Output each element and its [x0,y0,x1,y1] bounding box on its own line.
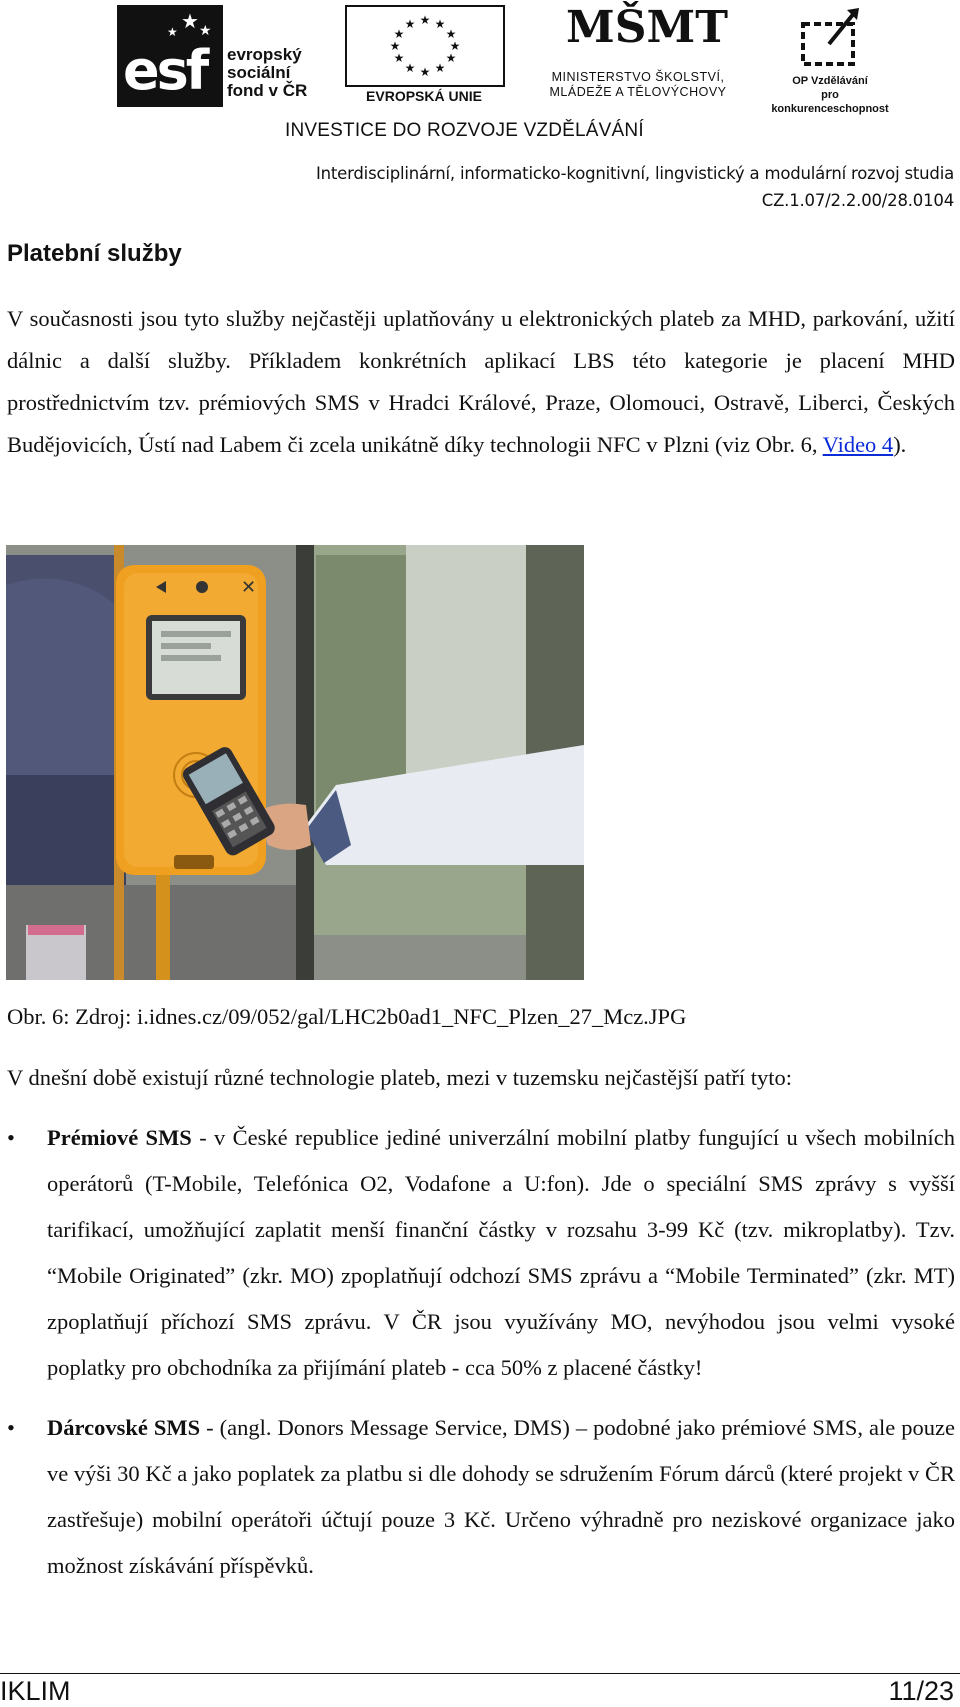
op-logo [765,2,895,115]
svg-text:★: ★ [393,51,405,65]
bullet-text: - v České republice jediné univerzální mobilní platby fungující u všech mobilních operátorů (T-Mobile, Telefónica O2, Vodafone a U:fon). Jde o speciální SMS zprávy s vyšší tarifikací, umožňující zaplatit menší finanční částky v rozsahu 3-99 Kč (tzv. mikroplatby). Tzv. “Mobile Originated” (zkr. MO) zpoplatňují odchozí SMS zprávu a “Mobile Terminated” (zkr. MT) zpoplatňují příchozí SMS zprávu. V ČR jsou využívány MO, nevýhodou jsou velmi vysoké poplatky pro obchodníka za přijímání plateb - cca 50% z placené částky! [47,1125,955,1380]
svg-text:★: ★ [419,65,431,79]
msmt-line: MLÁDEŽE A TĚLOVÝCHOVY [549,85,727,99]
paragraph-technologies: V dnešní době existují různé technologie plateb, mezi v tuzemsku nejčastější patří tyto: [7,1065,793,1090]
svg-text:★: ★ [449,39,461,53]
esf-line: sociální [227,63,291,82]
esf-logo-mark [117,5,223,107]
svg-text:★: ★ [389,39,401,53]
bullet-marker: • [7,1415,15,1440]
project-header [316,160,954,214]
photo-nfc-ticket-machine [6,545,584,980]
section-title: Platební služby [7,240,182,267]
figure-caption: Obr. 6: Zdroj: i.idnes.cz/09/052/gal/LHC2b0ad1_NFC_Plzen_27_Mcz.JPG [7,1004,687,1029]
project-code: CZ.1.07/2.2.00/28.0104 [761,191,954,210]
eu-label: EVROPSKÁ UNIE [366,88,482,104]
esf-logo [115,2,340,112]
paragraph-text: V současnosti jsou tyto služby nejčastěji uplatňovány u elektronických plateb za MHD, parkování, užití dálnic a další služby. Příkladem konkrétních aplikací LBS této kategorie je placení MHD prostřednictvím tzv. prémiových SMS v Hradci Králové, Praze, Olomouci, Ostravě, Liberci, Českých Budějovicích, Ústí nad Labem či zcela unikátně díky technologii NFC v Plzni (viz Obr. 6, [7,306,955,457]
project-title: Interdisciplinární, informaticko-kognitivní, lingvistický a modulární rozvoj studia [315,164,954,183]
paragraph-intro [7,298,955,466]
svg-text:★: ★ [393,27,405,41]
bullet-list [7,1115,955,1589]
list-item [7,1115,955,1391]
svg-text:★: ★ [434,17,446,31]
svg-text:★: ★ [434,61,446,75]
msmt-logo-mark [566,0,728,70]
footer-course: IKLIM [0,1676,71,1706]
eu-logo [343,2,505,108]
bullet-text: - (angl. Donors Message Service, DMS) – podobné jako prémiové SMS, ale pouze ve výši 30 Kč a jako poplatek za platbu si dle dohody se sdružením Fórum dárců (které projekt v ČR zastřešuje) mobilní operátoři účtují pouze 3 Kč. Určeno výhradně pro neziskové organizace jako možnost získávání příspěvků. [47,1415,955,1578]
eu-flag-icon [345,5,505,87]
bullet-term: Dárcovské SMS [47,1415,201,1440]
svg-text:✕: ✕ [241,577,257,598]
esf-logo-text [227,46,307,100]
op-logo-mark [785,2,875,72]
header-logos [115,0,889,125]
list-item [7,1405,955,1589]
op-logo-text [765,74,895,116]
esf-line: fond v ČR [227,81,308,100]
op-line: OP Vzdělávání [792,75,868,87]
star-icon: ★ [181,11,199,33]
esf-line: evropský [227,45,302,64]
esf-logo-letters: esf [123,39,207,102]
op-line: pro konkurenceschopnost [771,89,889,115]
bullet-term: Prémiové SMS [47,1125,192,1150]
star-icon: ★ [199,24,212,39]
svg-text:★: ★ [404,17,416,31]
investice-banner: INVESTICE DO ROZVOJE VZDĚLÁVÁNÍ [285,120,644,141]
footer-divider [0,1673,960,1674]
msmt-logo [513,0,763,110]
star-icon: ★ [167,25,178,39]
svg-text:★: ★ [445,27,457,41]
msmt-line: MINISTERSTVO ŠKOLSTVÍ, [551,70,725,84]
page-number: 11/23 [888,1676,954,1706]
svg-text:★: ★ [419,13,431,27]
msmt-logo-text [513,70,763,100]
svg-text:★: ★ [404,61,416,75]
msmt-mark-text: MŠMT [566,2,728,53]
svg-text:★: ★ [445,51,457,65]
video-link[interactable]: Video 4 [822,432,894,457]
paragraph-end: ). [893,432,907,457]
bullet-marker: • [7,1125,15,1150]
